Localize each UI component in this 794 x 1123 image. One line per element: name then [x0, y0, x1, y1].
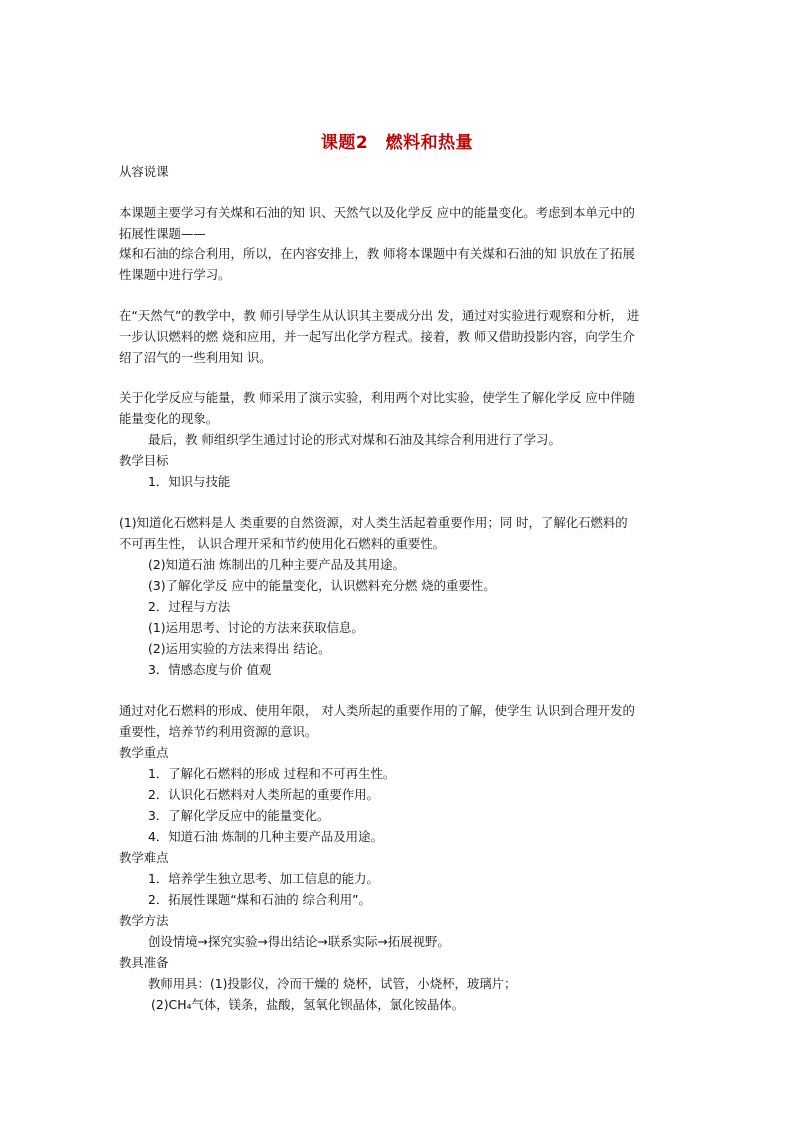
- goal2-heading: 2．过程与方法: [148, 599, 231, 614]
- key-points-heading: 教学重点: [119, 745, 169, 760]
- difficult-point-item: 1．培养学生独立思考、加工信息的能力。: [148, 871, 379, 886]
- page-title: 课题2 燃料和热量: [320, 133, 474, 153]
- intro-p1-line4: 性课题中进行学习。: [119, 267, 231, 282]
- goal1-item1-line2: 不可再生性， 认识合理开采和节约使用化石燃料的重要性。: [119, 536, 446, 551]
- intro-p1-line2: 拓展性课题——: [119, 226, 206, 241]
- key-point-item: 4．知道石油 炼制的几种主要产品及用途。: [148, 829, 383, 844]
- goal2-item2: (2)运用实验的方法来得出 结论。: [148, 641, 331, 656]
- intro-p3-line2: 能量变化的现象。: [119, 411, 219, 426]
- difficult-point-item: 2．拓展性课题“煤和石油的 综合利用”。: [148, 892, 371, 907]
- goals-heading: 教学目标: [119, 453, 169, 468]
- intro-p2-line1: 在“天然气”的教学中，教 师引导学生从认识其主要成分出 发，通过对实验进行观察和分析， 进: [119, 308, 640, 323]
- method-heading: 教学方法: [119, 913, 169, 928]
- goal1-item3: (3)了解化学反 应中的能量变化，认识燃料充分燃 烧的重要性。: [148, 578, 496, 593]
- tools-line-2: (2)CH₄气体，镁条，盐酸，氢氧化钡晶体，氯化铵晶体。: [151, 997, 465, 1012]
- method-text: 创设情境→探究实验→得出结论→联系实际→拓展视野。: [148, 934, 450, 949]
- goal3-text-line1: 通过对化石燃料的形成、使用年限， 对人类所起的重要作用的了解，使学生 认识到合理开发的: [119, 703, 635, 718]
- key-point-item: 1．了解化石燃料的形成 过程和不可再生性。: [148, 766, 396, 781]
- goal1-heading: 1．知识与技能: [148, 474, 231, 489]
- intro-p4: 最后，教 师组织学生通过讨论的形式对煤和石油及其综合利用进行了学习。: [148, 432, 561, 447]
- goal3-text-line2: 重要性，培养节约利用资源的意识。: [119, 724, 318, 739]
- intro-p1-line1: 本课题主要学习有关煤和石油的知 识、天然气以及化学反 应中的能量变化。考虑到本单元中的: [119, 205, 635, 220]
- intro-p1-line3: 煤和石油的综合利用，所以，在内容安排上，教 师将本课题中有关煤和石油的知 识放在了拓展: [119, 246, 635, 261]
- tools-heading: 教具准备: [119, 955, 169, 970]
- difficult-points-heading: 教学难点: [119, 850, 169, 865]
- section-intro-heading: 从容说课: [119, 164, 169, 179]
- tools-line-1: 教师用具：(1)投影仪，冷而干燥的 烧杯，试管，小烧杯，玻璃片；: [148, 976, 517, 991]
- goal1-item1-line1: (1)知道化石燃料是人 类重要的自然资源，对人类生活起着重要作用；同 时，了解化石燃料的: [119, 515, 628, 530]
- key-point-item: 3．了解化学反应中的能量变化。: [148, 808, 330, 823]
- intro-p2-line3: 绍了沼气的一些利用知 识。: [119, 350, 272, 365]
- intro-p2-line2: 一步认识燃料的燃 烧和应用，并一起写出化学方程式。接着，教 师又借助投影内容，向学生介: [119, 329, 635, 344]
- goal3-heading: 3．情感态度与价 值观: [148, 662, 272, 677]
- goal1-item2: (2)知道石油 炼制出的几种主要产品及其用途。: [148, 557, 405, 572]
- intro-p3-line1: 关于化学反应与能量，教 师采用了演示实验，利用两个对比实验，使学生了解化学反 应中伴随: [119, 390, 635, 405]
- goal2-item1: (1)运用思考、讨论的方法来获取信息。: [148, 620, 364, 635]
- key-point-item: 2．认识化石燃料对人类所起的重要作用。: [148, 787, 379, 802]
